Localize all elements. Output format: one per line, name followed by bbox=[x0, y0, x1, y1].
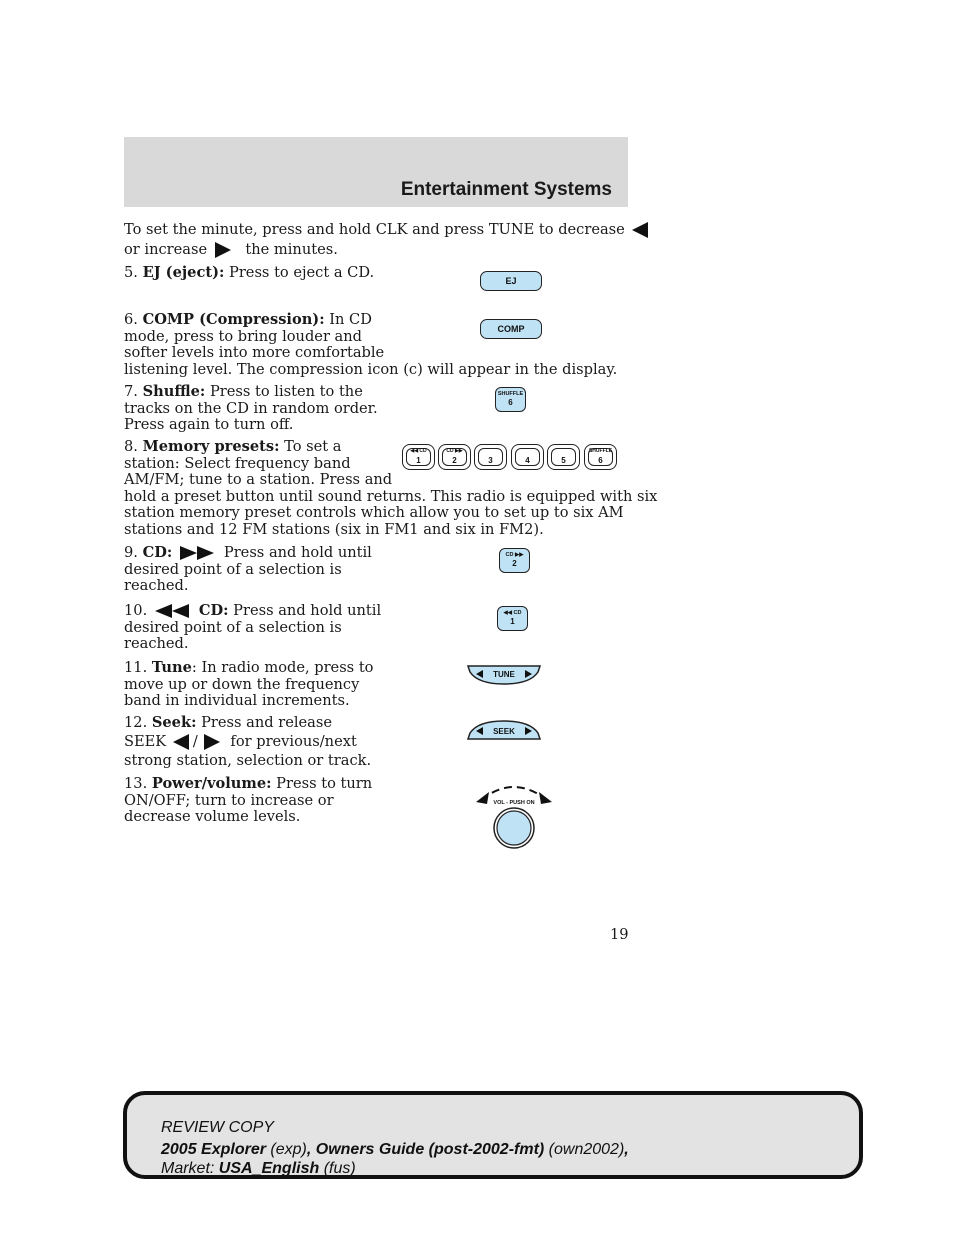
rewind-icon bbox=[155, 604, 189, 618]
item-cd-forward: 9. CD: Press and hold until desired point of a selection is reached. bbox=[124, 544, 372, 594]
item-tune: 11. Tune: In radio mode, press to move up or down the frequency band in individual increments. bbox=[124, 659, 374, 709]
left-arrow-icon bbox=[632, 222, 648, 238]
intro-line-2 bbox=[124, 242, 338, 259]
item-presets: 8. Memory presets: To set a station: Select frequency band AM/FM; tune to a station. Press and hold a preset button until sound returns. This radio is equipped with six station memory preset controls which allow you to set up to six AM stations and 12 FM stations (six in FM1 and six in FM2). bbox=[124, 438, 658, 538]
footer-model-line: 2005 Explorer (exp), Owners Guide (post-2002-fmt) (own2002), bbox=[161, 1141, 629, 1158]
seek-left-icon bbox=[173, 734, 189, 750]
tune-button-label: TUNE bbox=[493, 670, 515, 679]
intro-text-2: or increase bbox=[124, 241, 208, 258]
preset-button-2[interactable]: CD ▶▶ 2 bbox=[438, 444, 471, 470]
preset-button-5[interactable]: 5 bbox=[547, 444, 580, 470]
footer-review: REVIEW COPY bbox=[161, 1119, 274, 1136]
item-comp: 6. COMP (Compression): In CD mode, press to bring louder and softer levels into more comfortable listening level. The compression icon (c) will appear in the display. bbox=[124, 311, 618, 378]
item-eject: 5. EJ (eject): Press to eject a CD. bbox=[124, 264, 375, 281]
preset-button-6[interactable]: SHUFFLE 6 bbox=[584, 444, 617, 470]
seek-right-icon bbox=[204, 734, 220, 750]
cd-forward-button[interactable]: CD ▶▶ 2 bbox=[499, 548, 530, 573]
preset-button-3[interactable]: 3 bbox=[474, 444, 507, 470]
eject-button[interactable]: EJ bbox=[480, 271, 542, 291]
intro-text-1: To set the minute, press and hold CLK and press TUNE to decrease bbox=[124, 221, 625, 238]
header-band bbox=[124, 137, 628, 207]
item-cd-reverse: 10. CD: Press and hold until desired point of a selection is reached. bbox=[124, 602, 382, 652]
tune-button[interactable] bbox=[466, 664, 542, 686]
rotate-left-icon bbox=[476, 792, 489, 804]
item-seek: 12. Seek: Press and release SEEK / for previous/next strong station, selection or track. bbox=[124, 714, 372, 769]
section-title: Entertainment Systems bbox=[400, 179, 612, 200]
item-shuffle: 7. Shuffle: Press to listen to the tracks on the CD in random order. Press again to turn off. bbox=[124, 383, 378, 433]
seek-button[interactable] bbox=[466, 719, 542, 741]
right-arrow-icon bbox=[215, 242, 231, 258]
rotate-right-icon bbox=[539, 792, 552, 804]
comp-button[interactable]: COMP bbox=[480, 319, 542, 339]
intro-line-1 bbox=[124, 222, 648, 239]
volume-knob[interactable] bbox=[473, 780, 555, 852]
seek-button-label: SEEK bbox=[493, 727, 515, 736]
footer-market-line: Market: USA_English (fus) bbox=[161, 1160, 356, 1177]
rotate-arc-icon bbox=[481, 787, 547, 800]
preset-button-1[interactable]: ◀◀ CD 1 bbox=[402, 444, 435, 470]
shuffle-button[interactable]: SHUFFLE 6 bbox=[495, 387, 526, 412]
fast-forward-icon bbox=[180, 546, 214, 560]
cd-reverse-button[interactable]: ◀◀ CD 1 bbox=[497, 606, 528, 631]
page-number: 19 bbox=[610, 926, 629, 943]
item-power: 13. Power/volume: Press to turn ON/OFF; turn to increase or decrease volume levels. bbox=[124, 775, 373, 825]
preset-button-4[interactable]: 4 bbox=[511, 444, 544, 470]
intro-text-3: the minutes. bbox=[245, 241, 338, 258]
knob-label: VOL - PUSH ON bbox=[493, 800, 535, 806]
